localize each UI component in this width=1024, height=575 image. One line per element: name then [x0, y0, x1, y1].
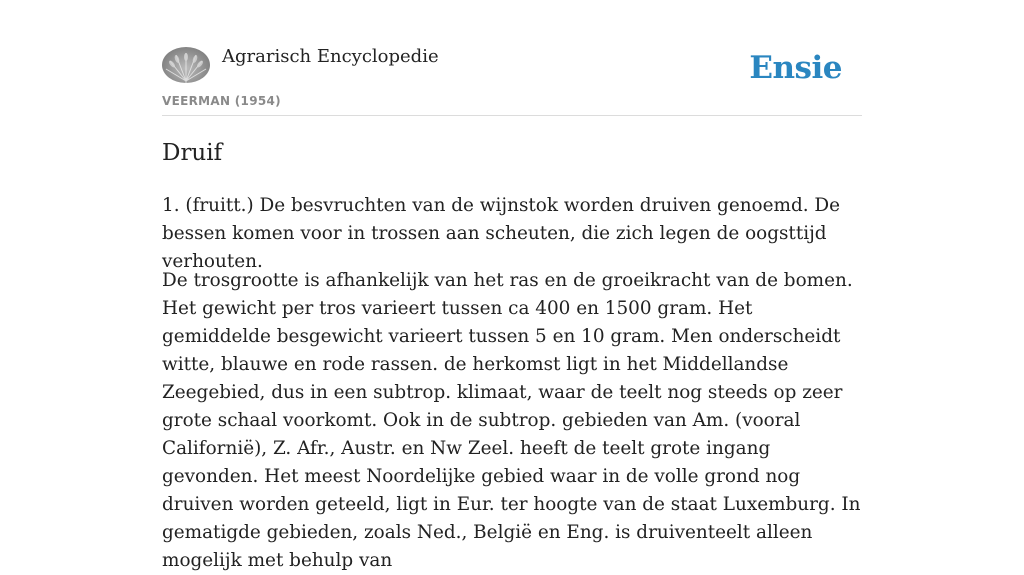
- source-subtitle: VEERMAN (1954): [162, 94, 281, 108]
- source-title[interactable]: Agrarisch Encyclopedie: [222, 46, 439, 67]
- article-paragraph: De trosgrootte is afhankelijk van het ras en de groeikracht van de bomen. Het gewicht per tros varieert tussen ca 400 en 1500 gram. Het gemiddelde besgewicht varieert tussen 5 en 10 gram. Men onderscheidt witte, blauwe en rode rassen. de herkomst ligt in het Middellandse Zeegebied, dus in een subtrop. klimaat, waar de teelt nog steeds op zeer grote schaal voorkomt. Ook in de subtrop. gebieden van Am. (vooral Californië), Z. Afr., Austr. en Nw Zeel. heeft de teelt grote ingang gevonden. Het meest Noordelijke gebied waar in de volle grond nog druiven worden geteeld, ligt in Eur. ter hoogte van de staat Luxemburg. In gematigde gebieden, zoals Ned., België en Eng. is druiventeelt alleen mogelijk met behulp van: [162, 270, 861, 571]
- article-headword: Druif: [162, 140, 223, 166]
- article-paragraph: 1. (fruitt.) De besvruchten van de wijnstok worden druiven genoemd. De bessen komen voor in trossen aan scheuten, die zich legen de oogsttijd verhouten.: [162, 195, 841, 272]
- content-column: [162, 0, 862, 571]
- brand-logo-link[interactable]: Ensie: [749, 50, 842, 86]
- page-header: [162, 0, 862, 116]
- wheat-logo-icon[interactable]: [162, 47, 210, 83]
